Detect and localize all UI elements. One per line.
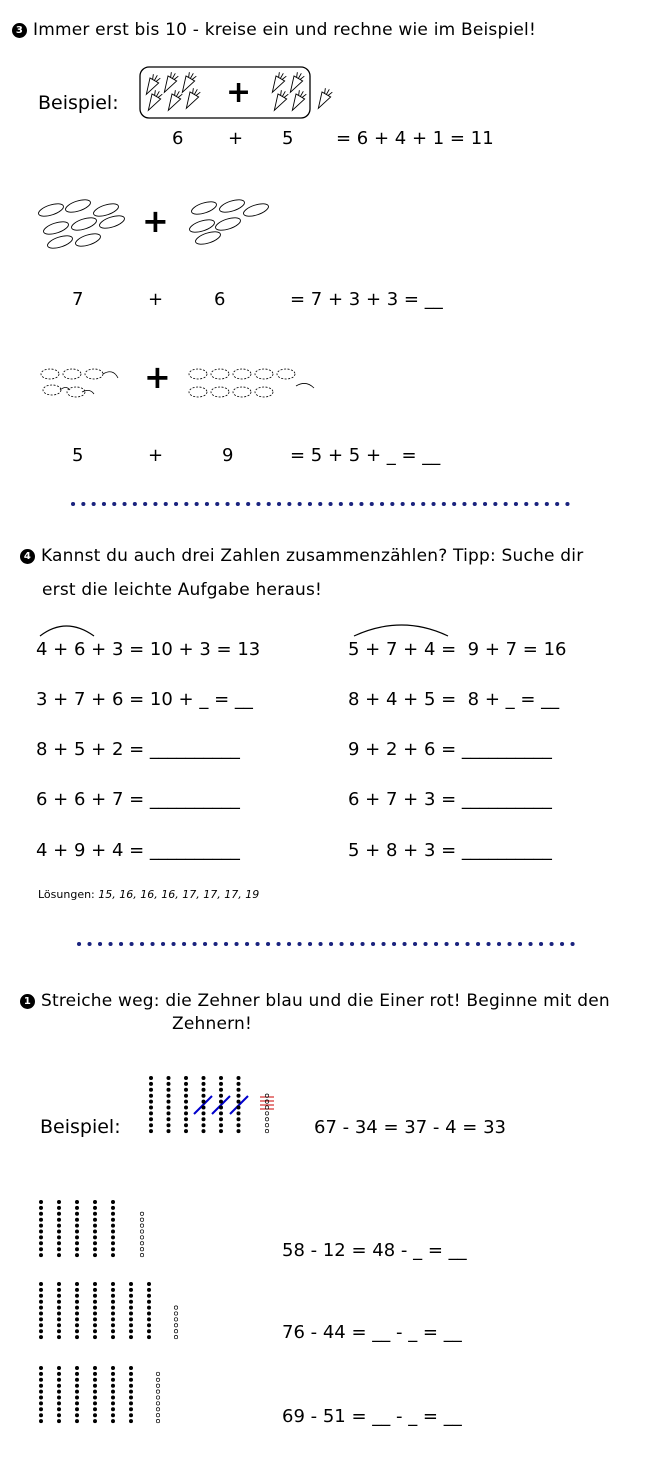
- bullet-3: 3: [12, 23, 27, 38]
- example-rest: = 6 + 4 + 1 = 11: [336, 128, 494, 149]
- mouse-group-left: [38, 364, 128, 406]
- carrot-example-figure: [138, 64, 338, 124]
- example-subtraction: 67 - 34 = 37 - 4 = 33: [314, 1117, 506, 1138]
- section1-title-line2: Zehnern!: [172, 1014, 252, 1034]
- sum-left-5: 4 + 9 + 4 = __________: [36, 840, 240, 861]
- example-plus-sign: +: [226, 75, 252, 110]
- carrot-group-right: [268, 71, 334, 113]
- cucumber-group-left: [36, 196, 131, 252]
- section4-title-line2: erst die leichte Aufgabe heraus!: [42, 580, 323, 600]
- task2-b: 9: [222, 445, 234, 466]
- dotted-divider-1: [70, 500, 580, 508]
- tens-rods: [39, 1200, 115, 1257]
- tens-rods: [39, 1366, 133, 1423]
- task2-a: 5: [72, 445, 84, 466]
- sum-right-2: 8 + 4 + 5 = 8 + _ = __: [348, 689, 560, 710]
- ones-units: [140, 1212, 143, 1257]
- sum-right-4: 6 + 7 + 3 = __________: [348, 789, 552, 810]
- example-label-3: Beispiel:: [38, 92, 119, 114]
- mouse-group-right: [186, 364, 331, 406]
- section1-title: 1 Streiche weg: die Zehner blau und die Einer rot! Beginne mit den: [20, 991, 610, 1011]
- example-b: 5: [282, 128, 294, 149]
- sum-right-5: 5 + 8 + 3 = __________: [348, 840, 552, 861]
- solutions-values: 15, 16, 16, 16, 17, 17, 17, 19: [98, 888, 260, 901]
- tens-ones-figure-1: [36, 1198, 156, 1260]
- tens-rods: [149, 1076, 241, 1133]
- solutions-label: Lösungen:: [38, 888, 95, 901]
- task1-plus-sign: +: [142, 202, 169, 240]
- tens-rods: [39, 1282, 151, 1339]
- task1-a: 7: [72, 289, 84, 310]
- task2-op: +: [148, 445, 164, 466]
- subtraction-task-3: 69 - 51 = __ - _ = __: [282, 1406, 462, 1427]
- tens-ones-figure-2: [36, 1280, 186, 1342]
- bullet-1: 1: [20, 994, 35, 1009]
- tens-ones-figure-3: [36, 1364, 176, 1426]
- section4-title: 4 Kannst du auch drei Zahlen zusammenzählen? Tipp: Suche dir: [20, 546, 583, 566]
- ones-units: [156, 1372, 159, 1423]
- task1-op: +: [148, 289, 164, 310]
- grouping-arc-right: [350, 620, 460, 640]
- ones-units: [265, 1094, 268, 1133]
- sum-left-3: 8 + 5 + 2 = __________: [36, 739, 240, 760]
- tens-strike-marks: [194, 1096, 248, 1114]
- solutions: [38, 888, 259, 901]
- task2-plus-sign: +: [144, 358, 171, 396]
- grouping-arc-left: [36, 620, 106, 640]
- example-a: 6: [172, 128, 184, 149]
- task1-rest: = 7 + 3 + 3 = __: [290, 289, 443, 310]
- tens-ones-example-figure: [146, 1074, 281, 1138]
- sum-left-1: 4 + 6 + 3 = 10 + 3 = 13: [36, 639, 261, 660]
- subtraction-task-1: 58 - 12 = 48 - _ = __: [282, 1240, 467, 1261]
- sum-right-1: 5 + 7 + 4 = 9 + 7 = 16: [348, 639, 567, 660]
- task2-rest: = 5 + 5 + _ = __: [290, 445, 441, 466]
- task1-b: 6: [214, 289, 226, 310]
- sum-left-2: 3 + 7 + 6 = 10 + _ = __: [36, 689, 253, 710]
- section3-title: 3 Immer erst bis 10 - kreise ein und rechne wie im Beispiel!: [12, 20, 536, 40]
- carrot-group-left: [142, 71, 202, 113]
- example-label-1: Beispiel:: [40, 1116, 121, 1138]
- sum-left-4: 6 + 6 + 7 = __________: [36, 789, 240, 810]
- bullet-4: 4: [20, 549, 35, 564]
- subtraction-task-2: 76 - 44 = __ - _ = __: [282, 1322, 462, 1343]
- example-op: +: [228, 128, 244, 149]
- dotted-divider-2: [76, 940, 586, 948]
- sum-right-3: 9 + 2 + 6 = __________: [348, 739, 552, 760]
- ones-units: [174, 1306, 177, 1339]
- cucumber-group-right: [186, 196, 271, 246]
